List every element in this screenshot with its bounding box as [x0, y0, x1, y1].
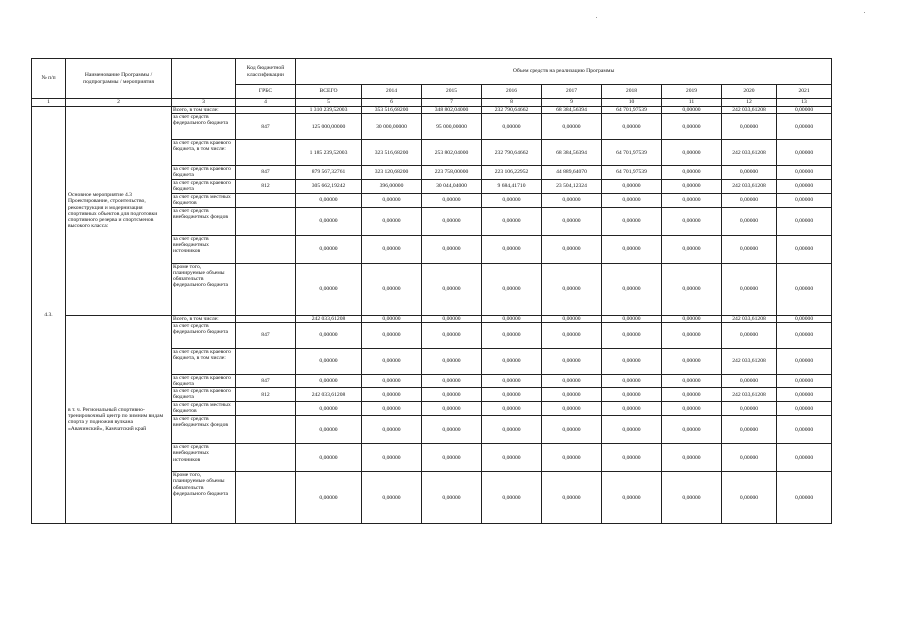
grbs-code [236, 402, 296, 416]
year-value: 0,00000 [362, 444, 422, 472]
year-value: 253 802,04000 [422, 140, 482, 166]
year-value: 0,00000 [662, 322, 722, 348]
year-value: 0,00000 [602, 416, 662, 444]
year-value: 0,00000 [362, 374, 422, 387]
year-value: 0,00000 [542, 193, 602, 207]
year-value: 0,00000 [542, 322, 602, 348]
year-value: 0,00000 [542, 235, 602, 263]
year-value: 348 802,04000 [422, 107, 482, 114]
year-value: 0,00000 [777, 140, 832, 166]
year-value: 0,00000 [777, 402, 832, 416]
table-row [32, 315, 832, 322]
year-value: 0,00000 [362, 322, 422, 348]
funding-source: за счет средств краевого бюджета [172, 374, 236, 387]
year-value: 0,00000 [662, 402, 722, 416]
year-value: 0,00000 [662, 315, 722, 322]
year-value: 0,00000 [722, 263, 777, 315]
table-row [32, 107, 832, 114]
header-total: ВСЕГО [296, 85, 362, 99]
year-value: 0,00000 [777, 444, 832, 472]
year-value: 95 000,00000 [422, 114, 482, 140]
year-value: 0,00000 [602, 193, 662, 207]
measure-name: в т. ч. Региональный спортивно-тренировочный центр по зимним видам спорта у подножия вулкана «Авачинский», Камчатский край [66, 315, 172, 524]
year-value: 0,00000 [482, 315, 542, 322]
header-year: 2021 [777, 85, 832, 99]
year-value: 0,00000 [422, 207, 482, 235]
year-value: 0,00000 [542, 315, 602, 322]
column-index-row [32, 99, 832, 107]
year-value: 0,00000 [482, 416, 542, 444]
year-value: 0,00000 [662, 140, 722, 166]
funding-source: Всего, в том числе: [172, 315, 236, 322]
grbs-code [236, 315, 296, 322]
grbs-code: 847 [236, 114, 296, 140]
header-year: 2017 [542, 85, 602, 99]
year-value: 0,00000 [482, 388, 542, 402]
total-value: 1 310 239,52003 [296, 107, 362, 114]
header-volume: Объем средств на реализацию Программы [296, 59, 832, 85]
year-value: 232 790,64662 [482, 107, 542, 114]
funding-source: за счет средств внебюджетных источников [172, 235, 236, 263]
year-value: 0,00000 [602, 444, 662, 472]
year-value: 0,00000 [482, 472, 542, 524]
total-value: 1 185 239,52003 [296, 140, 362, 166]
year-value: 396,00000 [362, 179, 422, 193]
total-value: 0,00000 [296, 193, 362, 207]
year-value: 0,00000 [777, 235, 832, 263]
year-value: 0,00000 [362, 348, 422, 374]
year-value: 242 033,61208 [722, 107, 777, 114]
year-value: 0,00000 [777, 322, 832, 348]
year-value: 0,00000 [662, 444, 722, 472]
funding-source: за счет средств краевого бюджета [172, 179, 236, 193]
year-value: 0,00000 [662, 235, 722, 263]
table-body [32, 107, 832, 524]
year-value: 0,00000 [662, 207, 722, 235]
column-index: 11 [662, 99, 722, 107]
funding-source: за счет средств федерального бюджета [172, 114, 236, 140]
year-value: 242 033,61208 [722, 388, 777, 402]
year-value: 68 384,56394 [542, 107, 602, 114]
year-value: 0,00000 [422, 235, 482, 263]
column-index: 5 [296, 99, 362, 107]
column-index: 3 [172, 99, 236, 107]
total-value: 0,00000 [296, 374, 362, 387]
year-value: 242 033,61208 [722, 348, 777, 374]
year-value: 0,00000 [777, 179, 832, 193]
year-value: 0,00000 [422, 402, 482, 416]
header-year: 2015 [422, 85, 482, 99]
funding-source: за счет средств краевого бюджета, в том числе: [172, 348, 236, 374]
year-value: 0,00000 [722, 416, 777, 444]
table-header [32, 59, 832, 107]
column-index: 13 [777, 99, 832, 107]
total-value: 0,00000 [296, 416, 362, 444]
header-name: Наименование Программы / подпрограммы / мероприятия [66, 59, 172, 99]
year-value: 0,00000 [482, 374, 542, 387]
funding-source: Кроме того, планируемые объемы обязательств федерального бюджета [172, 472, 236, 524]
total-value: 0,00000 [296, 207, 362, 235]
year-value: 223 758,00000 [422, 166, 482, 179]
year-value: 0,00000 [722, 374, 777, 387]
year-value: 0,00000 [542, 348, 602, 374]
grbs-code: 847 [236, 166, 296, 179]
year-value: 0,00000 [602, 472, 662, 524]
year-value: 0,00000 [722, 402, 777, 416]
year-value: 30 000,00000 [362, 114, 422, 140]
column-index: 1 [32, 99, 66, 107]
year-value: 0,00000 [482, 193, 542, 207]
year-value: 0,00000 [722, 193, 777, 207]
year-value: 323 516,68200 [362, 140, 422, 166]
scan-artifact [596, 17, 597, 18]
scan-artifact [864, 12, 865, 13]
year-value: 0,00000 [542, 402, 602, 416]
year-value: 0,00000 [662, 388, 722, 402]
year-value: 0,00000 [777, 207, 832, 235]
year-value: 0,00000 [422, 348, 482, 374]
funding-source: за счет средств краевого бюджета, в том числе: [172, 140, 236, 166]
year-value: 223 106,22952 [482, 166, 542, 179]
grbs-code [236, 472, 296, 524]
year-value: 0,00000 [482, 114, 542, 140]
year-value: 9 684,41710 [482, 179, 542, 193]
year-value: 0,00000 [777, 374, 832, 387]
year-value: 353 516,68200 [362, 107, 422, 114]
year-value: 0,00000 [542, 472, 602, 524]
total-value: 879 567,32761 [296, 166, 362, 179]
funding-source: за счет средств краевого бюджета [172, 388, 236, 402]
year-value: 0,00000 [422, 472, 482, 524]
column-index: 7 [422, 99, 482, 107]
year-value: 0,00000 [602, 207, 662, 235]
year-value: 0,00000 [777, 263, 832, 315]
funding-source: за счет средств местных бюджетов [172, 402, 236, 416]
year-value: 0,00000 [777, 114, 832, 140]
funding-source: за счет средств местных бюджетов [172, 193, 236, 207]
year-value: 0,00000 [482, 444, 542, 472]
year-value: 0,00000 [602, 263, 662, 315]
year-value: 242 033,61208 [722, 179, 777, 193]
grbs-code [236, 416, 296, 444]
grbs-code: 812 [236, 179, 296, 193]
year-value: 0,00000 [602, 315, 662, 322]
header-year: 2014 [362, 85, 422, 99]
total-value: 242 033,61208 [296, 315, 362, 322]
header-grbs: ГРБС [236, 85, 296, 99]
year-value: 0,00000 [602, 322, 662, 348]
year-value: 0,00000 [542, 388, 602, 402]
year-value: 0,00000 [542, 416, 602, 444]
column-index: 4 [236, 99, 296, 107]
budget-table [31, 58, 832, 524]
year-value: 0,00000 [362, 472, 422, 524]
year-value: 0,00000 [542, 207, 602, 235]
total-value: 0,00000 [296, 322, 362, 348]
year-value: 0,00000 [777, 472, 832, 524]
grbs-code [236, 207, 296, 235]
year-value: 0,00000 [662, 107, 722, 114]
year-value: 68 384,56394 [542, 140, 602, 166]
year-value: 0,00000 [362, 416, 422, 444]
column-index: 9 [542, 99, 602, 107]
year-value: 0,00000 [422, 322, 482, 348]
funding-source: за счет средств федерального бюджета [172, 322, 236, 348]
year-value: 0,00000 [542, 444, 602, 472]
total-value: 0,00000 [296, 472, 362, 524]
year-value: 0,00000 [777, 416, 832, 444]
year-value: 0,00000 [777, 315, 832, 322]
year-value: 0,00000 [662, 416, 722, 444]
measure-name: Основное мероприятие 4.3 Проектирование, строительство, реконструкция и модернизация спортивных объектов для подготовки спортивного резерва и спортсменов высокого класса: [66, 107, 172, 316]
year-value: 64 701,97539 [602, 140, 662, 166]
year-value: 23 504,12324 [542, 179, 602, 193]
total-value: 0,00000 [296, 263, 362, 315]
grbs-code: 847 [236, 322, 296, 348]
grbs-code: 847 [236, 374, 296, 387]
year-value: 0,00000 [602, 114, 662, 140]
grbs-code [236, 140, 296, 166]
year-value: 0,00000 [362, 263, 422, 315]
year-value: 30 044,04000 [422, 179, 482, 193]
column-index: 12 [722, 99, 777, 107]
grbs-code [236, 193, 296, 207]
header-blank [172, 59, 236, 99]
year-value: 0,00000 [422, 193, 482, 207]
year-value: 0,00000 [602, 374, 662, 387]
year-value: 0,00000 [542, 114, 602, 140]
year-value: 0,00000 [542, 374, 602, 387]
year-value: 0,00000 [482, 207, 542, 235]
year-value: 64 701,97539 [602, 107, 662, 114]
year-value: 0,00000 [482, 348, 542, 374]
year-value: 0,00000 [602, 402, 662, 416]
year-value: 0,00000 [662, 193, 722, 207]
header-year: 2016 [482, 85, 542, 99]
year-value: 0,00000 [662, 263, 722, 315]
year-value: 232 790,64662 [482, 140, 542, 166]
total-value: 0,00000 [296, 348, 362, 374]
funding-source: Всего, в том числе: [172, 107, 236, 114]
year-value: 242 033,61208 [722, 140, 777, 166]
header-num: № п/п [32, 59, 66, 99]
row-number: 4.3. [32, 107, 66, 524]
year-value: 64 701,97539 [602, 166, 662, 179]
year-value: 0,00000 [602, 235, 662, 263]
year-value: 0,00000 [662, 374, 722, 387]
year-value: 0,00000 [722, 114, 777, 140]
column-index: 6 [362, 99, 422, 107]
year-value: 0,00000 [662, 166, 722, 179]
year-value: 0,00000 [422, 388, 482, 402]
year-value: 0,00000 [777, 166, 832, 179]
year-value: 0,00000 [422, 315, 482, 322]
year-value: 0,00000 [482, 263, 542, 315]
year-value: 0,00000 [722, 207, 777, 235]
year-value: 0,00000 [662, 179, 722, 193]
grbs-code [236, 107, 296, 114]
year-value: 0,00000 [722, 166, 777, 179]
year-value: 0,00000 [777, 348, 832, 374]
total-value: 242 033,61208 [296, 388, 362, 402]
header-year: 2018 [602, 85, 662, 99]
year-value: 0,00000 [482, 402, 542, 416]
year-value: 0,00000 [722, 235, 777, 263]
year-value: 323 120,68200 [362, 166, 422, 179]
funding-source: за счет средств внебюджетных фондов [172, 207, 236, 235]
column-index: 2 [66, 99, 172, 107]
year-value: 0,00000 [602, 388, 662, 402]
total-value: 305 662,19242 [296, 179, 362, 193]
year-value: 0,00000 [602, 179, 662, 193]
year-value: 0,00000 [722, 322, 777, 348]
grbs-code [236, 235, 296, 263]
year-value: 0,00000 [777, 388, 832, 402]
year-value: 44 889,64070 [542, 166, 602, 179]
header-code: Код бюджетной классификации [236, 59, 296, 85]
year-value: 0,00000 [362, 207, 422, 235]
header-year: 2019 [662, 85, 722, 99]
grbs-code [236, 348, 296, 374]
year-value: 0,00000 [662, 348, 722, 374]
year-value: 0,00000 [662, 472, 722, 524]
header-year: 2020 [722, 85, 777, 99]
total-value: 0,00000 [296, 235, 362, 263]
year-value: 0,00000 [422, 263, 482, 315]
column-index: 10 [602, 99, 662, 107]
funding-source: за счет средств внебюджетных фондов [172, 416, 236, 444]
year-value: 0,00000 [362, 235, 422, 263]
year-value: 0,00000 [362, 315, 422, 322]
year-value: 0,00000 [542, 263, 602, 315]
year-value: 0,00000 [362, 193, 422, 207]
year-value: 0,00000 [362, 388, 422, 402]
year-value: 0,00000 [722, 472, 777, 524]
total-value: 125 000,00000 [296, 114, 362, 140]
year-value: 0,00000 [602, 348, 662, 374]
year-value: 242 033,61208 [722, 315, 777, 322]
year-value: 0,00000 [777, 193, 832, 207]
column-index: 8 [482, 99, 542, 107]
year-value: 0,00000 [722, 444, 777, 472]
year-value: 0,00000 [422, 374, 482, 387]
year-value: 0,00000 [777, 107, 832, 114]
grbs-code: 812 [236, 388, 296, 402]
grbs-code [236, 444, 296, 472]
funding-source: за счет средств краевого бюджета [172, 166, 236, 179]
year-value: 0,00000 [422, 444, 482, 472]
total-value: 0,00000 [296, 444, 362, 472]
funding-source: Кроме того, планируемые объемы обязательств федерального бюджета [172, 263, 236, 315]
year-value: 0,00000 [662, 114, 722, 140]
year-value: 0,00000 [482, 235, 542, 263]
funding-source: за счет средств внебюджетных источников [172, 444, 236, 472]
total-value: 0,00000 [296, 402, 362, 416]
year-value: 0,00000 [422, 416, 482, 444]
year-value: 0,00000 [362, 402, 422, 416]
year-value: 0,00000 [482, 322, 542, 348]
grbs-code [236, 263, 296, 315]
